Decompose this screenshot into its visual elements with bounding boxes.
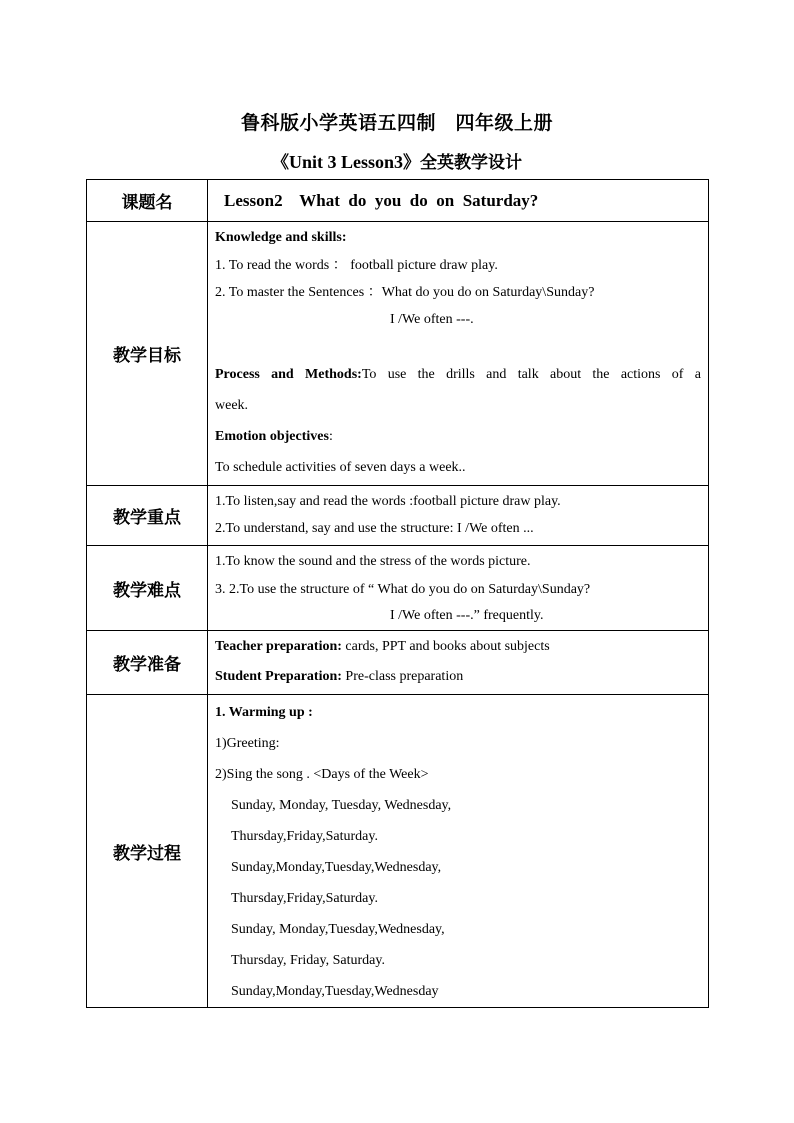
preparation-content [208, 631, 709, 695]
knowledge-item-1: 1. To read the words ： football picture draw play. [215, 258, 498, 273]
process-step-greeting: 1)Greeting: [215, 736, 280, 751]
song-line: Thursday, Friday, Saturday. [231, 953, 385, 968]
emotion-objectives-colon: : [328, 429, 333, 444]
document-title: 鲁科版小学英语五四制 四年级上册 [240, 112, 553, 134]
key-points-content [208, 486, 709, 546]
knowledge-item-2-answer: I /We often ---. [390, 312, 474, 327]
teacher-preparation-heading: Teacher preparation: [215, 639, 342, 654]
process-methods-text: To use the drills and talk about the actions of a [361, 367, 701, 382]
lesson-title [208, 180, 709, 222]
knowledge-item-2: 2. To master the Sentences ：What do you do on Saturday\Sunday? [215, 285, 595, 300]
key-point-2: 2.To understand, say and use the structure: I /We often ... [215, 521, 534, 536]
student-preparation-text: Pre-class preparation [341, 669, 464, 684]
song-line: Sunday,Monday,Tuesday,Wednesday, [231, 860, 442, 875]
emotion-objectives-text: To schedule activities of seven days a week.. [215, 460, 466, 475]
song-line: Sunday, Monday,Tuesday,Wednesday, [231, 922, 445, 937]
difficulty-2: 3. 2.To use the structure of “ What do you do on Saturday\Sunday? [215, 582, 591, 597]
emotion-objectives-heading: Emotion objectives [215, 429, 329, 444]
knowledge-skills-heading: Knowledge and skills: [215, 230, 347, 245]
table-row-process [87, 695, 709, 1008]
document-subtitle [0, 148, 794, 173]
process-methods-heading: Process and Methods: [215, 367, 362, 382]
song-line: Sunday, Monday, Tuesday, Wednesday, [231, 798, 452, 813]
subtitle-open-bracket: 《 [271, 153, 289, 173]
row-label-key-points: 教学重点 [87, 486, 208, 546]
process-methods-text-cont: week. [215, 398, 249, 413]
table-row-key-points [87, 486, 709, 546]
row-label-difficulties: 教学难点 [87, 546, 208, 631]
key-point-1: 1.To listen,say and read the words :football picture draw play. [215, 494, 561, 509]
table-row-objectives [87, 222, 709, 486]
teacher-preparation [215, 633, 701, 661]
table-row-difficulties [87, 546, 709, 631]
table-row-topic [87, 180, 709, 222]
difficulty-2-answer: I /We often ---.” frequently. [390, 608, 544, 623]
student-preparation-heading: Student Preparation: [215, 669, 342, 684]
table-row-preparation [87, 631, 709, 695]
difficulty-1: 1.To know the sound and the stress of the words picture. [215, 554, 531, 569]
subtitle-unit-lesson: Unit 3 Lesson3 [288, 152, 404, 172]
row-label-preparation: 教学准备 [87, 631, 208, 695]
song-line: Thursday,Friday,Saturday. [231, 891, 378, 906]
subtitle-rest: 》全英教学设计 [403, 153, 523, 173]
emotion-objectives-line [215, 421, 701, 452]
row-label-objectives: 教学目标 [87, 222, 208, 486]
teacher-preparation-text: cards, PPT and books about subjects [341, 639, 550, 654]
objectives-content [208, 222, 709, 486]
difficulties-content [208, 546, 709, 631]
song-line: Thursday,Friday,Saturday. [231, 829, 378, 844]
process-content [208, 695, 709, 1008]
lesson-plan-table [86, 179, 709, 1008]
lesson-title-text: Lesson2 What do you do on Saturday? [224, 190, 539, 210]
student-preparation [215, 661, 701, 692]
process-methods-line [215, 359, 701, 390]
row-label-topic: 课题名 [87, 180, 208, 222]
row-label-process: 教学过程 [87, 695, 208, 1008]
process-step-song: 2)Sing the song . <Days of the Week> [215, 767, 429, 782]
song-line: Sunday,Monday,Tuesday,Wednesday [231, 984, 439, 999]
warming-up-heading: 1. Warming up : [215, 705, 313, 720]
